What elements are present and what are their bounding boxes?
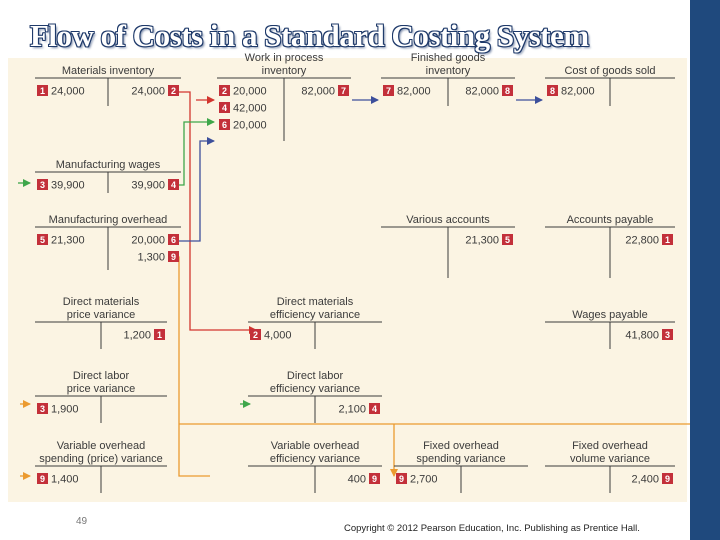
t-accounts: [35, 52, 675, 493]
flow-connectors: [18, 92, 690, 476]
credit-amount: 20,000: [131, 234, 165, 247]
t-account-manufacturing-wages: [35, 159, 181, 193]
entry-badge-number: 9: [398, 473, 405, 484]
entry-badge-number: 9: [371, 473, 378, 484]
account-title-line: Manufacturing overhead: [48, 214, 168, 226]
entry-badge-number: 9: [664, 473, 671, 484]
account-title-line: Cost of goods sold: [564, 65, 656, 77]
entry-badge-number: 5: [39, 234, 46, 245]
account-title-line: Work in process: [244, 52, 324, 64]
t-account-various-accounts: [381, 214, 515, 278]
account-title-line: volume variance: [569, 453, 651, 465]
debit-amount: 1,400: [51, 473, 79, 486]
credit-amount: 39,900: [131, 179, 165, 192]
credit-amount: 2,100: [338, 403, 366, 416]
account-title-line: Direct labor: [72, 370, 130, 382]
entry-badge-number: 2: [170, 85, 177, 96]
entry-badge-number: 5: [504, 234, 511, 245]
copyright-notice: Copyright © 2012 Pearson Education, Inc. Publishing as Prentice Hall.: [344, 523, 640, 534]
entry-badge-number: 8: [504, 85, 511, 96]
credit-amount: 21,300: [465, 234, 499, 247]
entry-badge-number: 9: [39, 473, 46, 484]
credit-amount: 2,400: [631, 473, 659, 486]
account-title-line: Accounts payable: [566, 214, 654, 226]
debit-amount: 4,000: [264, 329, 292, 342]
credit-amount: 22,800: [625, 234, 659, 247]
entry-badge-number: 2: [252, 329, 259, 340]
entry-badge-number: 6: [170, 234, 177, 245]
account-title-line: Direct materials: [62, 296, 140, 308]
credit-amount: 82,000: [301, 85, 335, 98]
t-account-work-in-process: [217, 52, 351, 141]
account-title-line: efficiency variance: [269, 309, 361, 321]
entry-badge-number: 8: [549, 85, 556, 96]
t-account-dm-efficiency-variance: [248, 296, 382, 349]
overhead-to-wip-arrow: [170, 141, 214, 241]
t-account-cost-of-goods-sold: [545, 65, 675, 106]
credit-amount: 24,000: [131, 85, 165, 98]
account-title-line: price variance: [66, 383, 136, 395]
debit-amount: 2,700: [410, 473, 438, 486]
entry-badge-number: 2: [221, 85, 228, 96]
t-account-manufacturing-overhead: [35, 214, 181, 270]
t-account-wages-payable: [545, 309, 675, 349]
account-title-line: Fixed overhead: [423, 440, 499, 452]
t-account-dl-efficiency-variance: [248, 370, 382, 423]
debit-amount: 82,000: [561, 85, 595, 98]
entry-badge-number: 3: [39, 179, 46, 190]
entry-badge-number: 4: [371, 403, 378, 414]
debit-amount: 39,900: [51, 179, 85, 192]
t-account-materials-inventory: [35, 65, 181, 106]
t-account-accounts-payable: [545, 214, 675, 278]
entry-badge-number: 1: [39, 85, 46, 96]
account-title-line: Fixed overhead: [572, 440, 648, 452]
account-title-line: inventory: [261, 65, 307, 77]
account-title-line: inventory: [425, 65, 471, 77]
t-account-finished-goods: [381, 52, 515, 106]
credit-amount: 82,000: [465, 85, 499, 98]
debit-amount: 20,000: [233, 85, 267, 98]
debit-amount: 42,000: [233, 102, 267, 115]
debit-amount: 1,900: [51, 403, 79, 416]
account-title-line: spending (price) variance: [39, 453, 163, 465]
wages-to-wip-arrow: [170, 122, 214, 185]
entry-badge-number: 6: [221, 119, 228, 130]
t-account-fo-spending-variance: [394, 440, 528, 493]
entry-badge-number: 7: [385, 85, 392, 96]
account-title-line: efficiency variance: [269, 453, 361, 465]
entry-badge-number: 4: [170, 179, 177, 190]
t-account-vo-spending-variance: [35, 440, 167, 493]
account-title-line: Finished goods: [410, 52, 486, 64]
account-title-line: Materials inventory: [61, 65, 155, 77]
debit-amount: 82,000: [397, 85, 431, 98]
account-title-line: Variable overhead: [270, 440, 360, 452]
page-number: 49: [76, 516, 88, 527]
account-title-line: Direct materials: [276, 296, 354, 308]
entry-badge-number: 4: [221, 102, 228, 113]
debit-amount: 20,000: [233, 119, 267, 132]
account-title-line: Manufacturing wages: [55, 159, 161, 171]
debit-amount: 24,000: [51, 85, 85, 98]
credit-amount: 400: [347, 473, 366, 486]
entry-badge-number: 1: [156, 329, 163, 340]
entry-badge-number: 1: [664, 234, 671, 245]
account-title-line: price variance: [66, 309, 136, 321]
credit-amount: 1,200: [123, 329, 151, 342]
t-account-fo-volume-variance: [545, 440, 675, 493]
credit-amount: 1,300: [137, 251, 165, 264]
account-title-line: Direct labor: [286, 370, 344, 382]
account-title-line: spending variance: [416, 453, 506, 465]
credit-amount: 41,800: [625, 329, 659, 342]
account-title-line: Various accounts: [406, 214, 490, 226]
t-account-vo-efficiency-variance: [248, 440, 382, 493]
account-title-line: efficiency variance: [269, 383, 361, 395]
t-account-dl-price-variance: [35, 370, 167, 423]
entry-badge-number: 3: [664, 329, 671, 340]
entry-badge-number: 3: [39, 403, 46, 414]
account-title-line: Wages payable: [572, 309, 648, 321]
debit-amount: 21,300: [51, 234, 85, 247]
slide-title: Flow of Costs in a Standard Costing System: [30, 18, 589, 53]
entry-badge-number: 9: [170, 251, 177, 262]
entry-badge-number: 7: [340, 85, 347, 96]
t-account-dm-price-variance: [35, 296, 167, 349]
account-title-line: Variable overhead: [56, 440, 146, 452]
